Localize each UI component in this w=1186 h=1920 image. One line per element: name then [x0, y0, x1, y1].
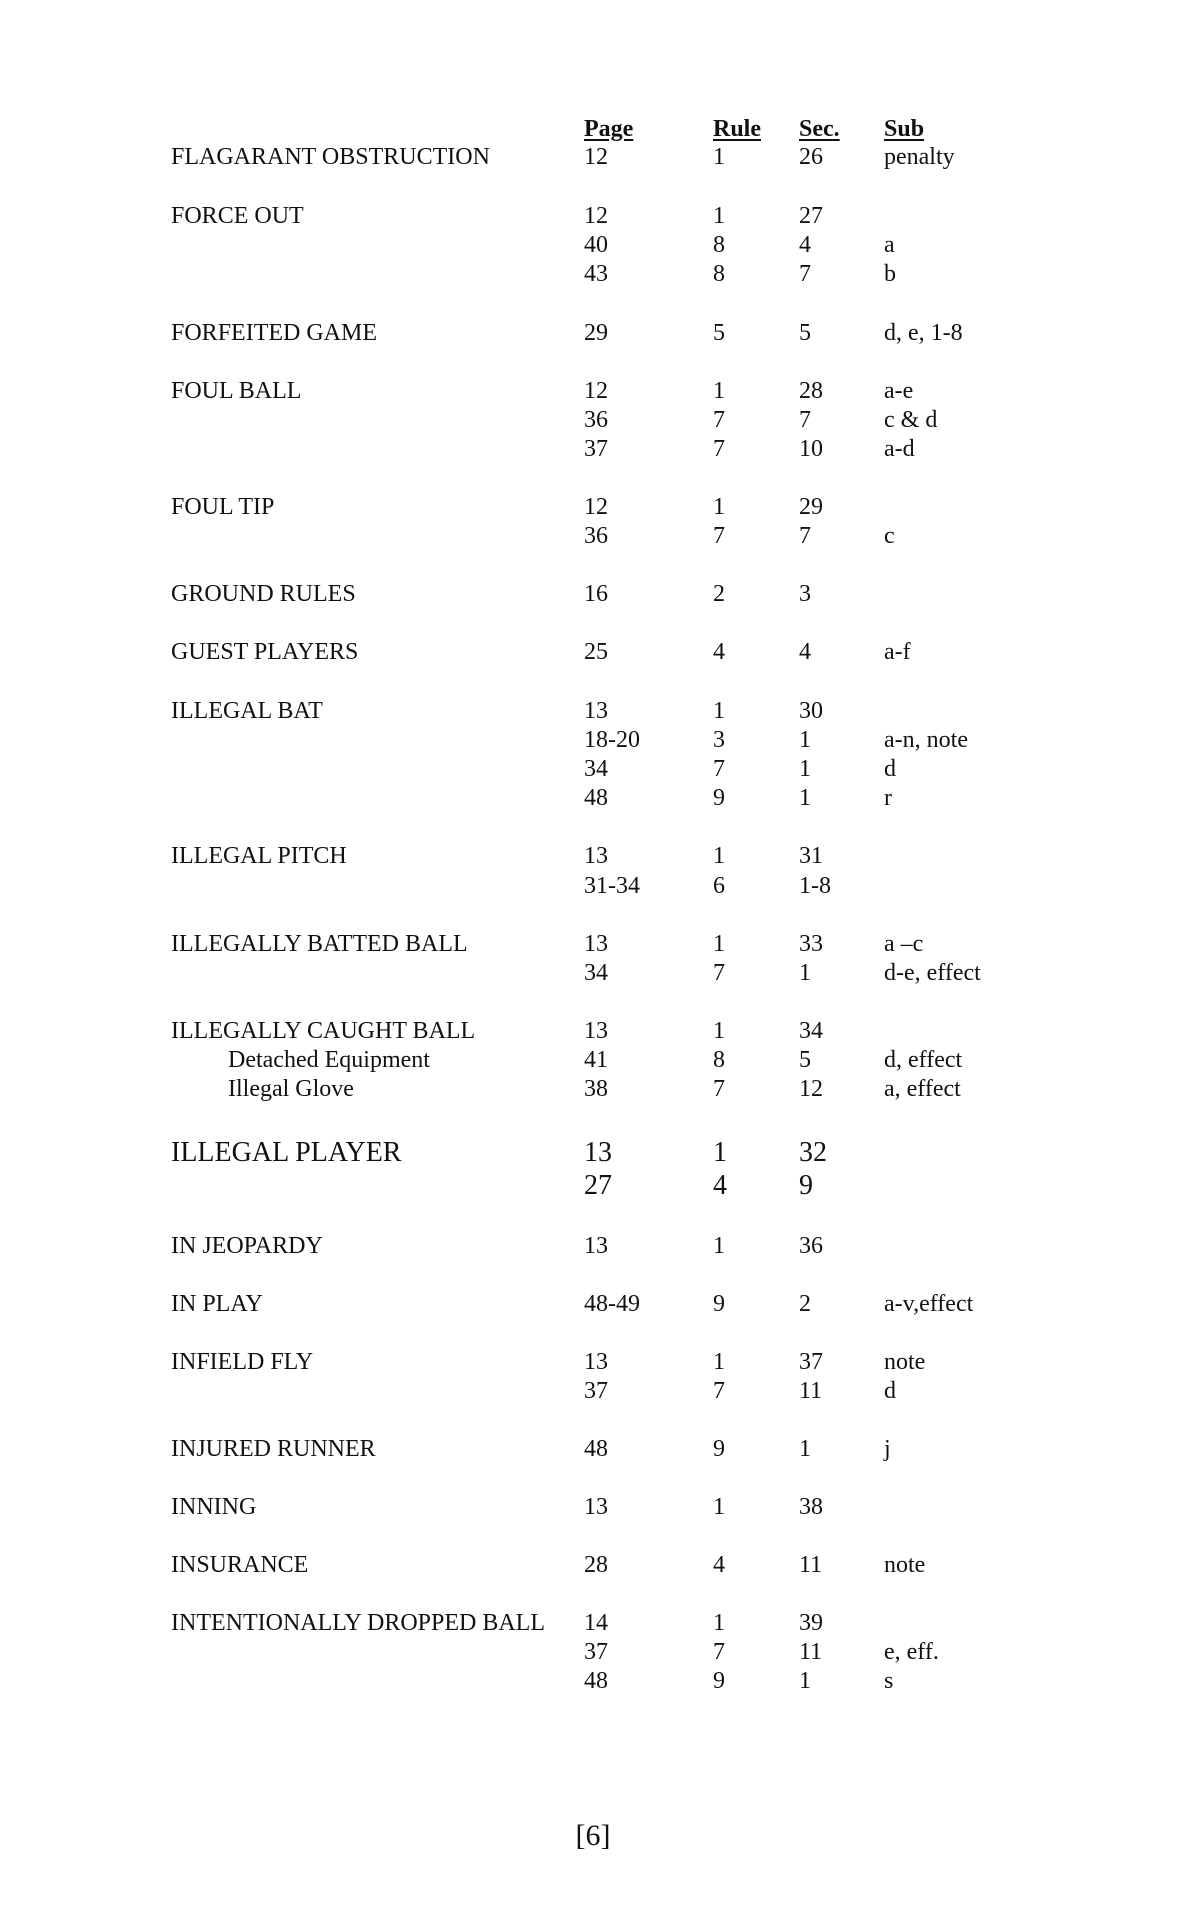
index-page-number: 25 — [584, 639, 608, 665]
index-page-number: 13 — [584, 843, 608, 869]
index-row — [0, 842, 1186, 871]
index-section: 34 — [799, 1018, 823, 1044]
page-number: [6] — [575, 1819, 611, 1852]
index-sub: a — [884, 232, 895, 258]
index-section: 7 — [799, 523, 811, 549]
header-sub: Sub — [884, 116, 925, 142]
index-page-number: 13 — [584, 1349, 608, 1375]
index-row — [0, 726, 1186, 755]
index-section: 5 — [799, 320, 811, 346]
index-sub: d — [884, 756, 896, 782]
index-rule: 9 — [713, 1668, 725, 1694]
index-page-number: 37 — [584, 436, 608, 462]
index-page-number: 34 — [584, 960, 608, 986]
index-row — [0, 406, 1186, 435]
index-page-number: 43 — [584, 261, 608, 287]
index-rule: 7 — [713, 407, 725, 433]
index-rule: 8 — [713, 232, 725, 258]
index-term: INJURED RUNNER — [171, 1436, 376, 1462]
index-rule: 1 — [713, 1494, 725, 1520]
index-sub: a-d — [884, 436, 915, 462]
index-page-number: 40 — [584, 232, 608, 258]
index-sub: a-e — [884, 378, 914, 404]
index-rule: 6 — [713, 873, 725, 899]
index-page-number: 14 — [584, 1610, 608, 1636]
index-rule: 7 — [713, 756, 725, 782]
index-term: GUEST PLAYERS — [171, 639, 359, 665]
index-section: 3 — [799, 581, 811, 607]
index-rule: 7 — [713, 1076, 725, 1102]
index-rule: 4 — [713, 1552, 725, 1578]
index-term: ILLEGAL PITCH — [171, 843, 347, 869]
index-section: 11 — [799, 1378, 823, 1404]
index-sub: r — [884, 785, 892, 811]
index-term: IN PLAY — [171, 1291, 263, 1317]
index-rule: 9 — [713, 785, 725, 811]
index-section: 12 — [799, 1076, 823, 1102]
index-section: 33 — [799, 931, 823, 957]
index-row — [0, 959, 1186, 988]
index-section: 26 — [799, 144, 823, 170]
index-page-number: 13 — [584, 698, 608, 724]
index-page-number: 37 — [584, 1639, 608, 1665]
index-rule: 7 — [713, 1639, 725, 1665]
index-page-number: 12 — [584, 494, 608, 520]
index-row — [0, 755, 1186, 784]
index-sub: c — [884, 523, 895, 549]
index-section: 11 — [799, 1552, 823, 1578]
index-term: INTENTIONALLY DROPPED BALL — [171, 1610, 546, 1636]
index-section: 1 — [799, 1436, 811, 1462]
index-section: 4 — [799, 639, 811, 665]
index-row — [0, 1609, 1186, 1638]
index-sub: s — [884, 1668, 894, 1694]
index-term: INSURANCE — [171, 1552, 309, 1578]
index-section: 1 — [799, 756, 811, 782]
index-rule: 7 — [713, 436, 725, 462]
index-term: FORFEITED GAME — [171, 320, 378, 346]
index-page-number: 34 — [584, 756, 608, 782]
index-page-number: 16 — [584, 581, 608, 607]
index-term: FOUL TIP — [171, 494, 275, 520]
index-row — [0, 1377, 1186, 1406]
index-row — [0, 930, 1186, 959]
index-row — [0, 377, 1186, 406]
index-term: ILLEGAL BAT — [171, 698, 323, 724]
header-sec: Sec. — [799, 116, 840, 142]
index-sub: d, e, 1-8 — [884, 320, 963, 346]
index-section: 1-8 — [799, 873, 831, 899]
index-row — [0, 319, 1186, 348]
index-page-number: 13 — [584, 1494, 608, 1520]
index-rule: 4 — [713, 639, 725, 665]
index-sub: a –c — [884, 931, 924, 957]
index-term: FORCE OUT — [171, 203, 304, 229]
index-rule: 1 — [713, 144, 725, 170]
index-rule: 8 — [713, 261, 725, 287]
index-sub: d — [884, 1378, 896, 1404]
index-row — [0, 1046, 1186, 1075]
index-section: 10 — [799, 436, 823, 462]
index-rule: 1 — [713, 843, 725, 869]
index-term: FOUL BALL — [171, 378, 302, 404]
index-sub: penalty — [884, 144, 955, 170]
index-page-number: 12 — [584, 144, 608, 170]
index-section: 1 — [799, 1668, 811, 1694]
index-sub: note — [884, 1552, 926, 1578]
index-page-number: 27 — [584, 1170, 612, 1201]
index-row — [0, 202, 1186, 231]
index-sub: b — [884, 261, 896, 287]
index-page-number: 13 — [584, 931, 608, 957]
index-rule: 1 — [713, 494, 725, 520]
index-row — [0, 1435, 1186, 1464]
index-page-number: 28 — [584, 1552, 608, 1578]
index-row — [0, 1232, 1186, 1261]
index-term: ILLEGALLY BATTED BALL — [171, 931, 468, 957]
index-rule: 1 — [713, 1349, 725, 1375]
index-rule: 7 — [713, 960, 725, 986]
index-row — [0, 1667, 1186, 1696]
index-row — [0, 638, 1186, 667]
index-section: 11 — [799, 1639, 823, 1665]
index-row — [0, 1075, 1186, 1104]
index-page-number: 31-34 — [584, 873, 640, 899]
index-section: 39 — [799, 1610, 823, 1636]
index-section: 37 — [799, 1349, 823, 1375]
index-sub: note — [884, 1349, 926, 1375]
index-section: 9 — [799, 1170, 813, 1201]
index-rule: 1 — [713, 931, 725, 957]
index-row — [0, 580, 1186, 609]
index-term: INNING — [171, 1494, 257, 1520]
index-page-number: 48 — [584, 1436, 608, 1462]
index-row — [0, 143, 1186, 172]
index-section: 36 — [799, 1233, 823, 1259]
index-section: 31 — [799, 843, 823, 869]
index-row — [0, 784, 1186, 813]
index-page-number: 37 — [584, 1378, 608, 1404]
index-section: 1 — [799, 785, 811, 811]
index-page-number: 48 — [584, 785, 608, 811]
index-rule: 5 — [713, 320, 725, 346]
index-row — [0, 260, 1186, 289]
index-section: 30 — [799, 698, 823, 724]
index-sub: c & d — [884, 407, 938, 433]
index-term: ILLEGALLY CAUGHT BALL — [171, 1018, 476, 1044]
index-row — [0, 1348, 1186, 1377]
index-section: 4 — [799, 232, 811, 258]
index-page-number: 36 — [584, 407, 608, 433]
index-page-number: 12 — [584, 203, 608, 229]
index-section: 32 — [799, 1137, 827, 1168]
index-subterm: Detached Equipment — [228, 1047, 430, 1073]
index-term: IN JEOPARDY — [171, 1233, 323, 1259]
index-term: INFIELD FLY — [171, 1349, 314, 1375]
index-rule: 8 — [713, 1047, 725, 1073]
index-rule: 4 — [713, 1170, 727, 1201]
index-rule: 1 — [713, 1610, 725, 1636]
index-rule: 1 — [713, 1018, 725, 1044]
index-page-number: 12 — [584, 378, 608, 404]
index-term: ILLEGAL PLAYER — [171, 1137, 402, 1168]
index-row — [0, 1136, 1186, 1169]
index-page-number: 29 — [584, 320, 608, 346]
index-rule: 9 — [713, 1291, 725, 1317]
index-row — [0, 1017, 1186, 1046]
index-sub: a, effect — [884, 1076, 961, 1102]
index-row — [0, 697, 1186, 726]
index-rule: 1 — [713, 1233, 725, 1259]
index-row — [0, 1493, 1186, 1522]
index-sub: a-v,effect — [884, 1291, 974, 1317]
index-section: 29 — [799, 494, 823, 520]
index-term: GROUND RULES — [171, 581, 356, 607]
index-page-number: 48-49 — [584, 1291, 640, 1317]
index-sub: d-e, effect — [884, 960, 981, 986]
index-page-number: 13 — [584, 1233, 608, 1259]
index-rule: 2 — [713, 581, 725, 607]
index-rule: 7 — [713, 523, 725, 549]
index-row — [0, 1638, 1186, 1667]
index-sub: j — [884, 1436, 891, 1462]
index-sub: a-n, note — [884, 727, 968, 753]
index-section: 1 — [799, 727, 811, 753]
index-term: FLAGARANT OBSTRUCTION — [171, 144, 490, 170]
header-page: Page — [584, 116, 634, 142]
index-section: 1 — [799, 960, 811, 986]
index-row — [0, 435, 1186, 464]
index-page-number: 13 — [584, 1018, 608, 1044]
index-row — [0, 522, 1186, 551]
index-sub: a-f — [884, 639, 911, 665]
column-headers — [0, 115, 1186, 144]
header-rule: Rule — [713, 116, 761, 142]
index-section: 27 — [799, 203, 823, 229]
index-section: 2 — [799, 1291, 811, 1317]
index-row — [0, 493, 1186, 522]
index-sub: d, effect — [884, 1047, 963, 1073]
index-section: 38 — [799, 1494, 823, 1520]
index-rule: 1 — [713, 698, 725, 724]
index-subterm: Illegal Glove — [228, 1076, 354, 1102]
index-section: 28 — [799, 378, 823, 404]
index-rule: 3 — [713, 727, 725, 753]
index-rule: 1 — [713, 378, 725, 404]
index-section: 7 — [799, 261, 811, 287]
index-page-number: 41 — [584, 1047, 608, 1073]
index-row — [0, 1290, 1186, 1319]
index-page-number: 18-20 — [584, 727, 640, 753]
index-row — [0, 231, 1186, 260]
index-rule: 1 — [713, 1137, 727, 1168]
index-row — [0, 1169, 1186, 1202]
index-sub: e, eff. — [884, 1639, 939, 1665]
index-section: 5 — [799, 1047, 811, 1073]
index-page-number: 48 — [584, 1668, 608, 1694]
index-rule: 7 — [713, 1378, 725, 1404]
index-rule: 1 — [713, 203, 725, 229]
index-page-number: 13 — [584, 1137, 612, 1168]
index-row — [0, 872, 1186, 901]
index-page-number: 38 — [584, 1076, 608, 1102]
index-row — [0, 1551, 1186, 1580]
index-page-number: 36 — [584, 523, 608, 549]
index-rule: 9 — [713, 1436, 725, 1462]
index-section: 7 — [799, 407, 811, 433]
